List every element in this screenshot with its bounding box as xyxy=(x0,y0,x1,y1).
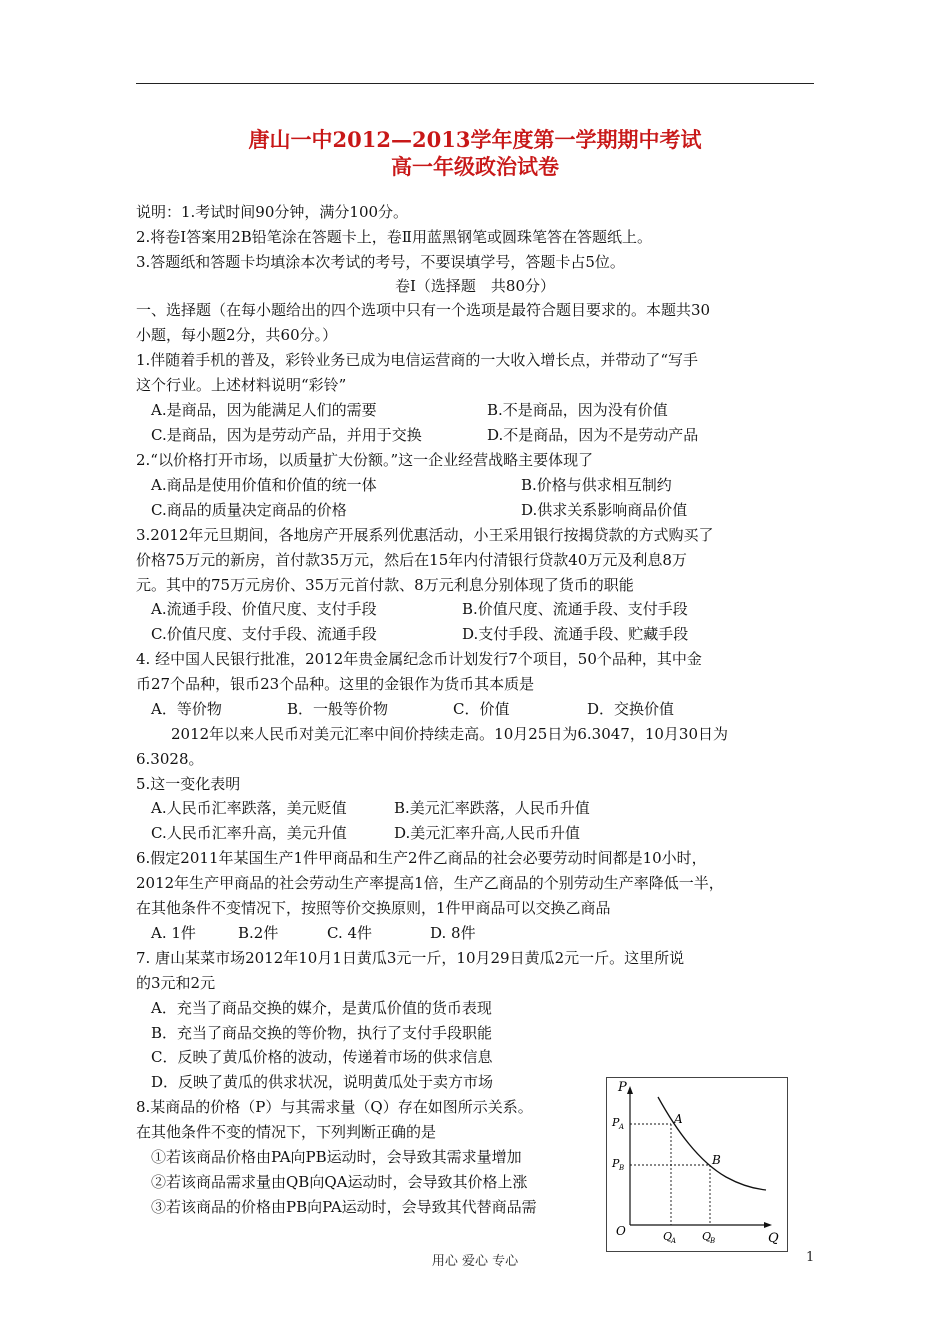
q5-option-d: D.美元汇率升高,人民币升值 xyxy=(394,824,581,842)
p-axis-label: P xyxy=(618,1080,627,1095)
q3-option-c: C.价值尺度、支付手段、流通手段 xyxy=(151,625,377,643)
q7-option-b: B．充当了商品交换的等价物，执行了支付手段职能 xyxy=(151,1024,493,1042)
q5-material-line2: 6.3028。 xyxy=(136,750,204,768)
q4-stem-line2: 币27个品种，银币23个品种。这里的金银作为货币其本质是 xyxy=(136,675,535,693)
instruction-1: 说明：1.考试时间90分钟，满分100分。 xyxy=(136,203,409,221)
instruction-2: 2.将卷Ⅰ答案用2B铅笔涂在答题卡上，卷Ⅱ用蓝黑钢笔或圆珠笔答在答题纸上。 xyxy=(136,228,653,246)
q7-option-a: A．充当了商品交换的媒介，是黄瓜价值的货币表现 xyxy=(151,999,492,1017)
q8-stem-line2: 在其他条件不变的情况下，下列判断正确的是 xyxy=(136,1123,437,1141)
exam-subtitle: 高一年级政治试卷 xyxy=(391,154,559,179)
q1-option-d: D.不是商品，因为不是劳动产品 xyxy=(487,426,699,444)
q3-option-b: B.价值尺度、流通手段、支付手段 xyxy=(462,600,688,618)
point-a-label: A xyxy=(674,1112,683,1126)
q4-option-c: C．价值 xyxy=(453,700,510,718)
q8-statement-3: ③若该商品的价格由PB向PA运动时，会导致其代替商品需 xyxy=(151,1198,537,1216)
pa-label: P xyxy=(612,1116,620,1129)
header-rule xyxy=(136,83,814,84)
q2-option-c: C.商品的质量决定商品的价格 xyxy=(151,501,347,519)
point-b-label: B xyxy=(712,1153,721,1167)
q7-stem-line1: 7. 唐山某菜市场2012年10月1日黄瓜3元一斤，10月29日黄瓜2元一斤。这里所说 xyxy=(136,949,685,967)
q4-option-d: D．交换价值 xyxy=(587,700,675,718)
q6-option-d: D. 8件 xyxy=(430,924,476,942)
q3-stem-line1: 3.2012年元旦期间，各地房产开展系列优惠活动，小王采用银行按揭贷款的方式购买了 xyxy=(136,526,714,544)
q7-option-d: D．反映了黄瓜的供求状况，说明黄瓜处于卖方市场 xyxy=(151,1073,494,1091)
origin-label: O xyxy=(616,1224,626,1238)
pb-label: P xyxy=(612,1157,620,1170)
demand-curve-graph xyxy=(606,1077,788,1252)
q5-stem: 5.这一变化表明 xyxy=(136,775,241,793)
section-header: 卷Ⅰ（选择题 共80分） xyxy=(394,277,555,295)
q2-stem: 2.“以价格打开市场，以质量扩大份额。”这一企业经营战略主要体现了 xyxy=(136,451,594,469)
qb-label-sub: B xyxy=(710,1237,716,1245)
exam-title: 唐山一中2012—2013学年度第一学期期中考试 xyxy=(248,127,702,152)
q6-stem-line1: 6.假定2011年某国生产1件甲商品和生产2件乙商品的社会必要劳动时间都是10小时， xyxy=(136,849,707,867)
q3-option-a: A.流通手段、价值尺度、支付手段 xyxy=(151,600,377,618)
part1-intro-line2: 小题，每小题2分，共60分。） xyxy=(136,326,338,344)
q7-option-c: C．反映了黄瓜价格的波动，传递着市场的供求信息 xyxy=(151,1048,493,1066)
q4-stem-line1: 4. 经中国人民银行批准，2012年贵金属纪念币计划发行7个项目，50个品种，其中金 xyxy=(136,650,702,668)
q4-option-a: A．等价物 xyxy=(151,700,222,718)
q-axis-arrow xyxy=(764,1222,772,1228)
q5-option-a: A.人民币汇率跌落，美元贬值 xyxy=(151,799,347,817)
instruction-3: 3.答题纸和答题卡均填涂本次考试的考号，不要误填学号，答题卡占5位。 xyxy=(136,253,625,271)
qa-label: Q xyxy=(663,1230,673,1243)
q2-option-a: A.商品是使用价值和价值的统一体 xyxy=(151,476,377,494)
q5-material-line1: 2012年以来人民币对美元汇率中间价持续走高。10月25日为6.3047，10月30日为 xyxy=(171,725,729,743)
qa-label-sub: A xyxy=(671,1237,677,1245)
q1-stem-line2: 这个行业。上述材料说明“彩铃” xyxy=(136,376,347,394)
q6-stem-line2: 2012年生产甲商品的社会劳动生产率提高1倍，生产乙商品的个别劳动生产率降低一半， xyxy=(136,874,724,892)
q8-stem-line1: 8.某商品的价格（P）与其需求量（Q）存在如图所示关系。 xyxy=(136,1098,533,1116)
q8-statement-1: ①若该商品价格由PA向PB运动时，会导致其需求量增加 xyxy=(151,1148,522,1166)
demand-curve xyxy=(658,1097,766,1190)
qb-label: Q xyxy=(702,1230,712,1243)
q1-option-c: C.是商品，因为是劳动产品，并用于交换 xyxy=(151,426,422,444)
part1-intro-line1: 一、选择题（在每小题给出的四个选项中只有一个选项是最符合题目要求的。本题共30 xyxy=(136,301,711,319)
q5-option-b: B.美元汇率跌落，人民币升值 xyxy=(394,799,590,817)
q3-option-d: D.支付手段、流通手段、贮藏手段 xyxy=(462,625,689,643)
page-number: 1 xyxy=(806,1250,815,1265)
page-footer: 用心 爱心 专心 xyxy=(431,1254,519,1269)
q6-option-b: B.2件 xyxy=(238,924,279,942)
pb-label-sub: B xyxy=(619,1164,625,1172)
q-axis-label: Q xyxy=(768,1231,779,1246)
q6-stem-line3: 在其他条件不变情况下，按照等价交换原则，1件甲商品可以交换乙商品 xyxy=(136,899,611,917)
q1-stem-line1: 1.伴随着手机的普及，彩铃业务已成为电信运营商的一大收入增长点，并带动了“写手 xyxy=(136,351,698,369)
q8-statement-2: ②若该商品需求量由QB向QA运动时，会导致其价格上涨 xyxy=(151,1173,528,1191)
q5-option-c: C.人民币汇率升高，美元升值 xyxy=(151,824,347,842)
q1-option-a: A.是商品，因为能满足人们的需要 xyxy=(151,401,377,419)
q3-stem-line2: 价格75万元的新房，首付款35万元，然后在15年内付清银行贷款40万元及利息8万 xyxy=(136,551,687,569)
pa-label-sub: A xyxy=(619,1123,625,1131)
p-axis-arrow xyxy=(627,1086,633,1094)
q7-stem-line2: 的3元和2元 xyxy=(136,974,216,992)
q2-option-b: B.价格与供求相互制约 xyxy=(521,476,672,494)
q2-option-d: D.供求关系影响商品价值 xyxy=(521,501,688,519)
q6-option-a: A. 1件 xyxy=(151,924,196,942)
q3-stem-line3: 元。其中的75万元房价、35万元首付款、8万元利息分别体现了货币的职能 xyxy=(136,576,634,594)
q6-option-c: C. 4件 xyxy=(327,924,373,942)
q4-option-b: B．一般等价物 xyxy=(287,700,389,718)
q1-option-b: B.不是商品，因为没有价值 xyxy=(487,401,668,419)
